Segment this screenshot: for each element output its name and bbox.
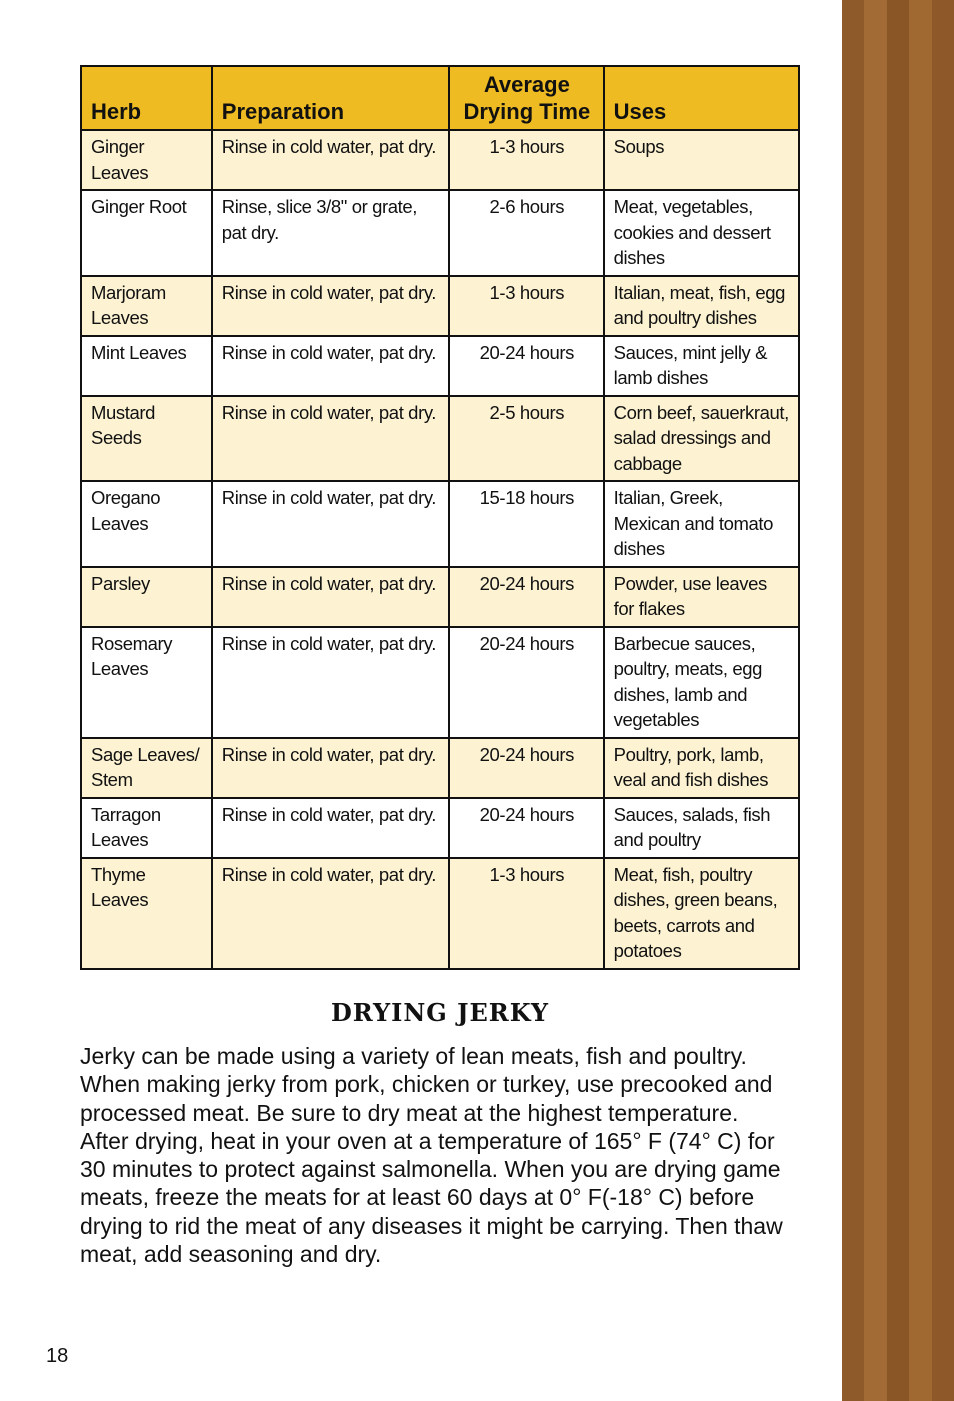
cell-drying-time: 1-3 hours (449, 276, 604, 336)
cell-drying-time: 2-6 hours (449, 190, 604, 276)
cell-uses: Poultry, pork, lamb, veal and fish dishes (604, 738, 799, 798)
cell-preparation: Rinse in cold water, pat dry. (212, 798, 449, 858)
table-row (81, 567, 799, 627)
cell-drying-time: 20-24 hours (449, 798, 604, 858)
table-row (81, 276, 799, 336)
table-row (81, 336, 799, 396)
cell-uses: Sauces, salads, fish and poultry (604, 798, 799, 858)
cell-drying-time: 15-18 hours (449, 481, 604, 567)
cell-drying-time: 1-3 hours (449, 130, 604, 190)
header-drying-time-line1: Average (483, 72, 570, 97)
herb-drying-table (80, 65, 800, 970)
section-body: Jerky can be made using a variety of lean meats, fish and poultry. When making jerky from pork, chicken or turkey, use precooked and processed meat. Be sure to dry meat at the highest temperature. After drying, heat in your oven at a temperature of 165° F (74° C) for 30 minutes to protect against salmonella. When you are drying game meats, freeze the meats for at least 60 days at 0° F(-18° C) before drying to rid the meat of any diseases it might be carrying. Then thaw meat, add seasoning and dry. (80, 1043, 783, 1268)
cell-herb: Rosemary Leaves (81, 627, 212, 738)
cell-drying-time: 2-5 hours (449, 396, 604, 482)
header-herb: Herb (81, 66, 212, 130)
cell-preparation: Rinse in cold water, pat dry. (212, 738, 449, 798)
cell-herb: Oregano Leaves (81, 481, 212, 567)
cell-drying-time: 20-24 hours (449, 567, 604, 627)
table-row (81, 130, 799, 190)
cell-preparation: Rinse in cold water, pat dry. (212, 627, 449, 738)
cell-uses: Barbecue sauces, poultry, meats, egg dishes, lamb and vegetables (604, 627, 799, 738)
cell-uses: Corn beef, sauerkraut, salad dressings and cabbage (604, 396, 799, 482)
cell-herb: Ginger Root (81, 190, 212, 276)
cell-drying-time: 20-24 hours (449, 627, 604, 738)
wood-grain-border (842, 0, 954, 1401)
table-row (81, 798, 799, 858)
table-header-row (81, 66, 799, 130)
cell-herb: Marjoram Leaves (81, 276, 212, 336)
table-row (81, 481, 799, 567)
cell-preparation: Rinse in cold water, pat dry. (212, 396, 449, 482)
cell-herb: Tarragon Leaves (81, 798, 212, 858)
cell-herb: Thyme Leaves (81, 858, 212, 969)
cell-uses: Meat, fish, poultry dishes, green beans, beets, carrots and potatoes (604, 858, 799, 969)
header-drying-time (449, 66, 604, 130)
section-title: DRYING JERKY (330, 998, 550, 1027)
cell-drying-time: 20-24 hours (449, 336, 604, 396)
cell-drying-time: 1-3 hours (449, 858, 604, 969)
cell-preparation: Rinse in cold water, pat dry. (212, 858, 449, 969)
cell-preparation: Rinse in cold water, pat dry. (212, 567, 449, 627)
table-body (81, 130, 799, 969)
page-number: 18 (46, 1345, 69, 1367)
table-row (81, 738, 799, 798)
cell-preparation: Rinse in cold water, pat dry. (212, 336, 449, 396)
header-uses: Uses (604, 66, 799, 130)
cell-preparation: Rinse in cold water, pat dry. (212, 481, 449, 567)
cell-herb: Mint Leaves (81, 336, 212, 396)
cell-preparation: Rinse in cold water, pat dry. (212, 276, 449, 336)
cell-uses: Italian, meat, fish, egg and poultry dishes (604, 276, 799, 336)
cell-uses: Soups (604, 130, 799, 190)
cell-uses: Meat, vegetables, cookies and dessert dishes (604, 190, 799, 276)
table-row (81, 858, 799, 969)
cell-herb: Ginger Leaves (81, 130, 212, 190)
table-row (81, 396, 799, 482)
cell-preparation: Rinse in cold water, pat dry. (212, 130, 449, 190)
header-preparation: Preparation (212, 66, 449, 130)
cell-uses: Powder, use leaves for flakes (604, 567, 799, 627)
cell-uses: Italian, Greek, Mexican and tomato dishes (604, 481, 799, 567)
cell-herb: Mustard Seeds (81, 396, 212, 482)
cell-herb: Parsley (81, 567, 212, 627)
cell-uses: Sauces, mint jelly & lamb dishes (604, 336, 799, 396)
table-row (81, 190, 799, 276)
header-drying-time-line2: Drying Time (463, 99, 591, 124)
cell-herb: Sage Leaves/ Stem (81, 738, 212, 798)
table-row (81, 627, 799, 738)
cell-preparation: Rinse, slice 3/8" or grate, pat dry. (212, 190, 449, 276)
cell-drying-time: 20-24 hours (449, 738, 604, 798)
